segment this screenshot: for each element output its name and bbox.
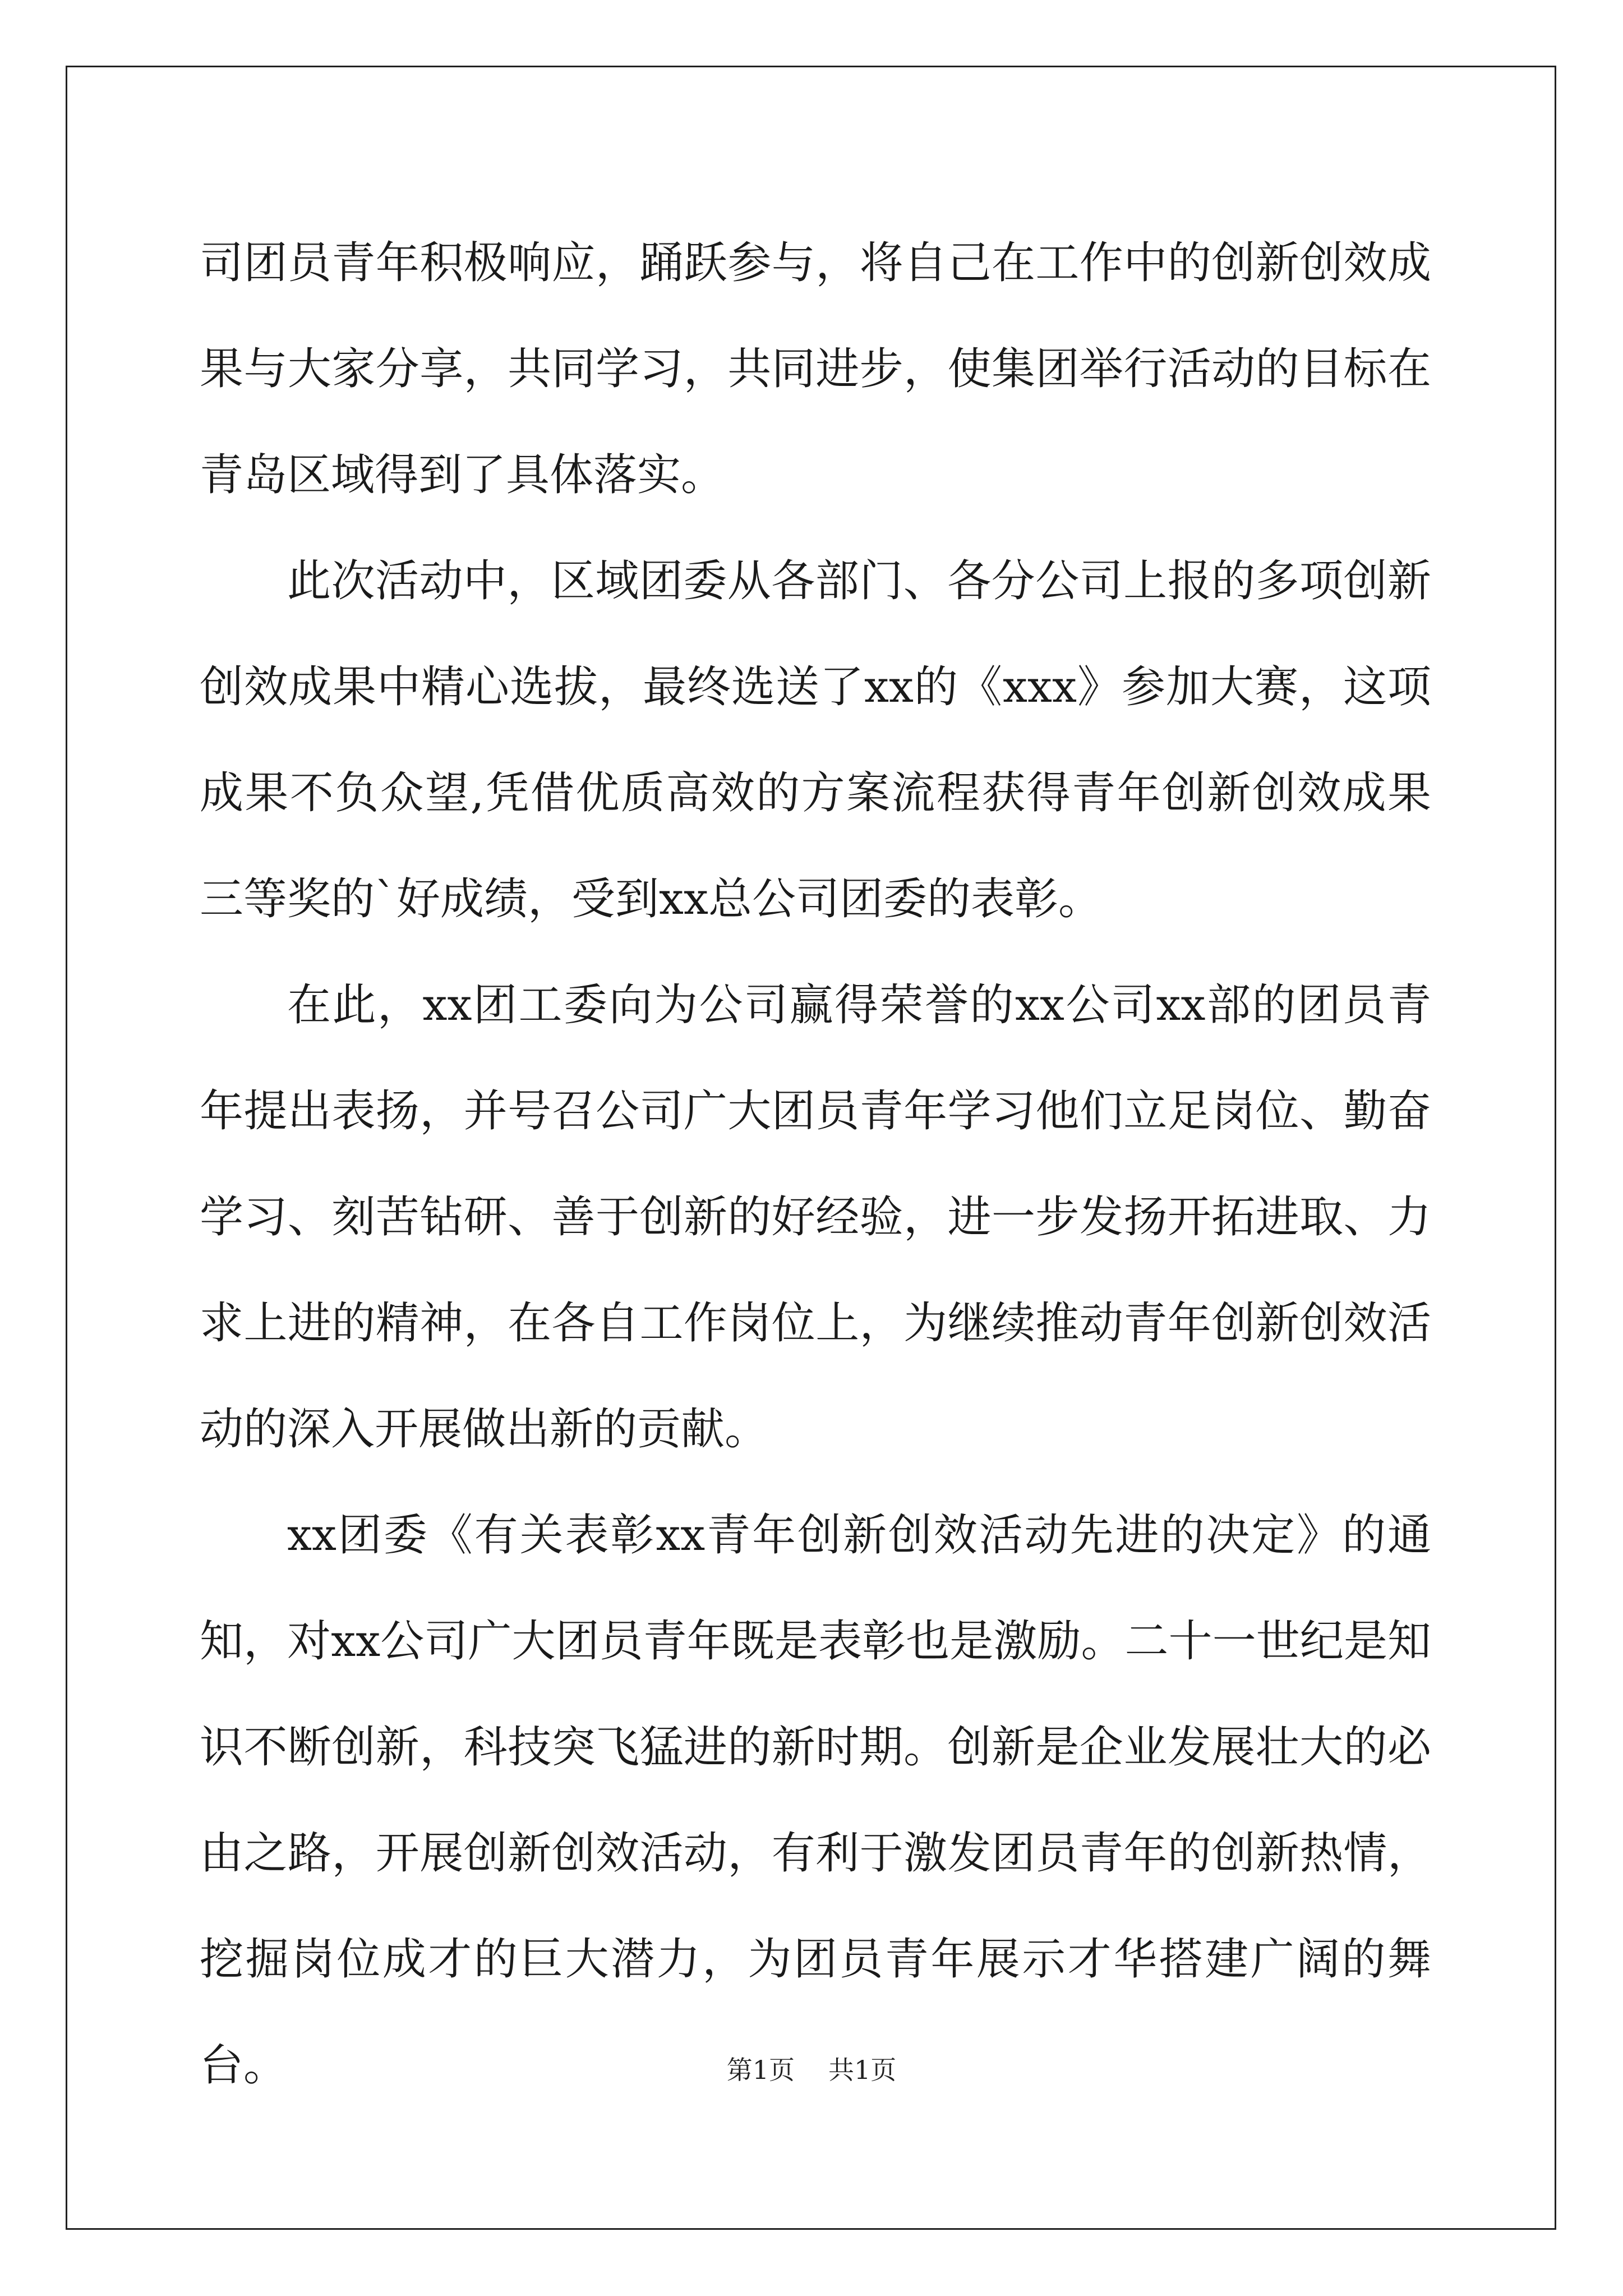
paragraph-3: 在此，xx团工委向为公司赢得荣誉的xx公司xx部的团员青年提出表扬，并号召公司广大团员青年学习他们立足岗位、勤奋学习、刻苦钻研、善于创新的好经验，进一步发扬开拓进取、力求上进的精神，在各自工作岗位上，为继续推动青年创新创效活动的深入开展做出新的贡献。: [200, 980, 1431, 1455]
page-total: 共1页: [828, 2055, 897, 2085]
page-footer: [0, 2053, 1623, 2087]
document-body: [200, 210, 1431, 2119]
paragraph-2: 此次活动中，区域团委从各部门、各分公司上报的多项创新创效成果中精心选拔，最终选送了xx的《xxx》参加大赛，这项成果不负众望,凭借优质高效的方案流程获得青年创新创效成果三等奖的`好成绩，受到xx总公司团委的表彰。: [200, 556, 1431, 924]
paragraph-1: 司团员青年积极响应，踊跃参与，将自己在工作中的创新创效成果与大家分享，共同学习，共同进步，使集团举行活动的目标在青岛区域得到了具体落实。: [200, 238, 1431, 500]
page-number: 第1页: [726, 2055, 795, 2085]
paragraph-4: xx团委《有关表彰xx青年创新创效活动先进的决定》的通知，对xx公司广大团员青年既是表彰也是激励。二十一世纪是知识不断创新，科技突飞猛进的新时期。创新是企业发展壮大的必由之路，开展创新创效活动，有利于激发团员青年的创新热情，挖掘岗位成才的巨大潜力，为团员青年展示才华搭建广阔的舞台。: [200, 1510, 1431, 2091]
